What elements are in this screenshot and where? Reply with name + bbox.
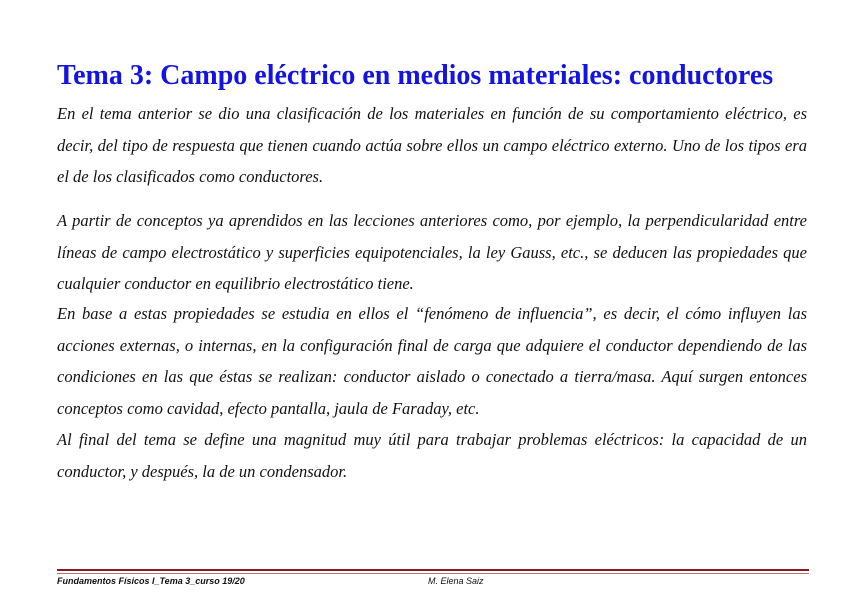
- paragraph-capacity: Al final del tema se define una magnitud muy útil para trabajar problemas eléctricos: la capacidad de un conductor, y después, la de un condensador.: [57, 430, 807, 481]
- footer-divider: [57, 569, 809, 571]
- page-title: Tema 3: Campo eléctrico en medios materiales: conductores: [57, 60, 774, 91]
- paragraph-properties: A partir de conceptos ya aprendidos en las lecciones anteriores como, por ejemplo, la perpendicularidad entre líneas de campo electrostático y superficies equipotenciales, la ley Gauss, etc., se deducen las propiedades que cualquier conductor en equilibrio electrostático tiene.: [57, 211, 807, 293]
- footer-course: Fundamentos Físicos I_Tema 3_curso 19/20: [57, 576, 245, 586]
- paragraph-influence: En base a estas propiedades se estudia en ellos el “fenómeno de influencia”, es decir, el cómo influyen las acciones externas, o internas, en la configuración final de carga que adquiere el conductor dependiendo de las condiciones en las que éstas se realizan: conductor aislado o conectado a tierra/masa. Aquí surgen entonces conceptos como cavidad, efecto pantalla, jaula de Faraday, etc.: [57, 304, 807, 418]
- footer-author: M. Elena Saiz: [428, 576, 484, 586]
- paragraph-intro: En el tema anterior se dio una clasificación de los materiales en función de su comportamiento eléctrico, es decir, del tipo de respuesta que tienen cuando actúa sobre ellos un campo eléctrico externo. Uno de los tipos era el de los clasificados como conductores.: [57, 104, 807, 186]
- footer-divider-thin: [57, 573, 809, 574]
